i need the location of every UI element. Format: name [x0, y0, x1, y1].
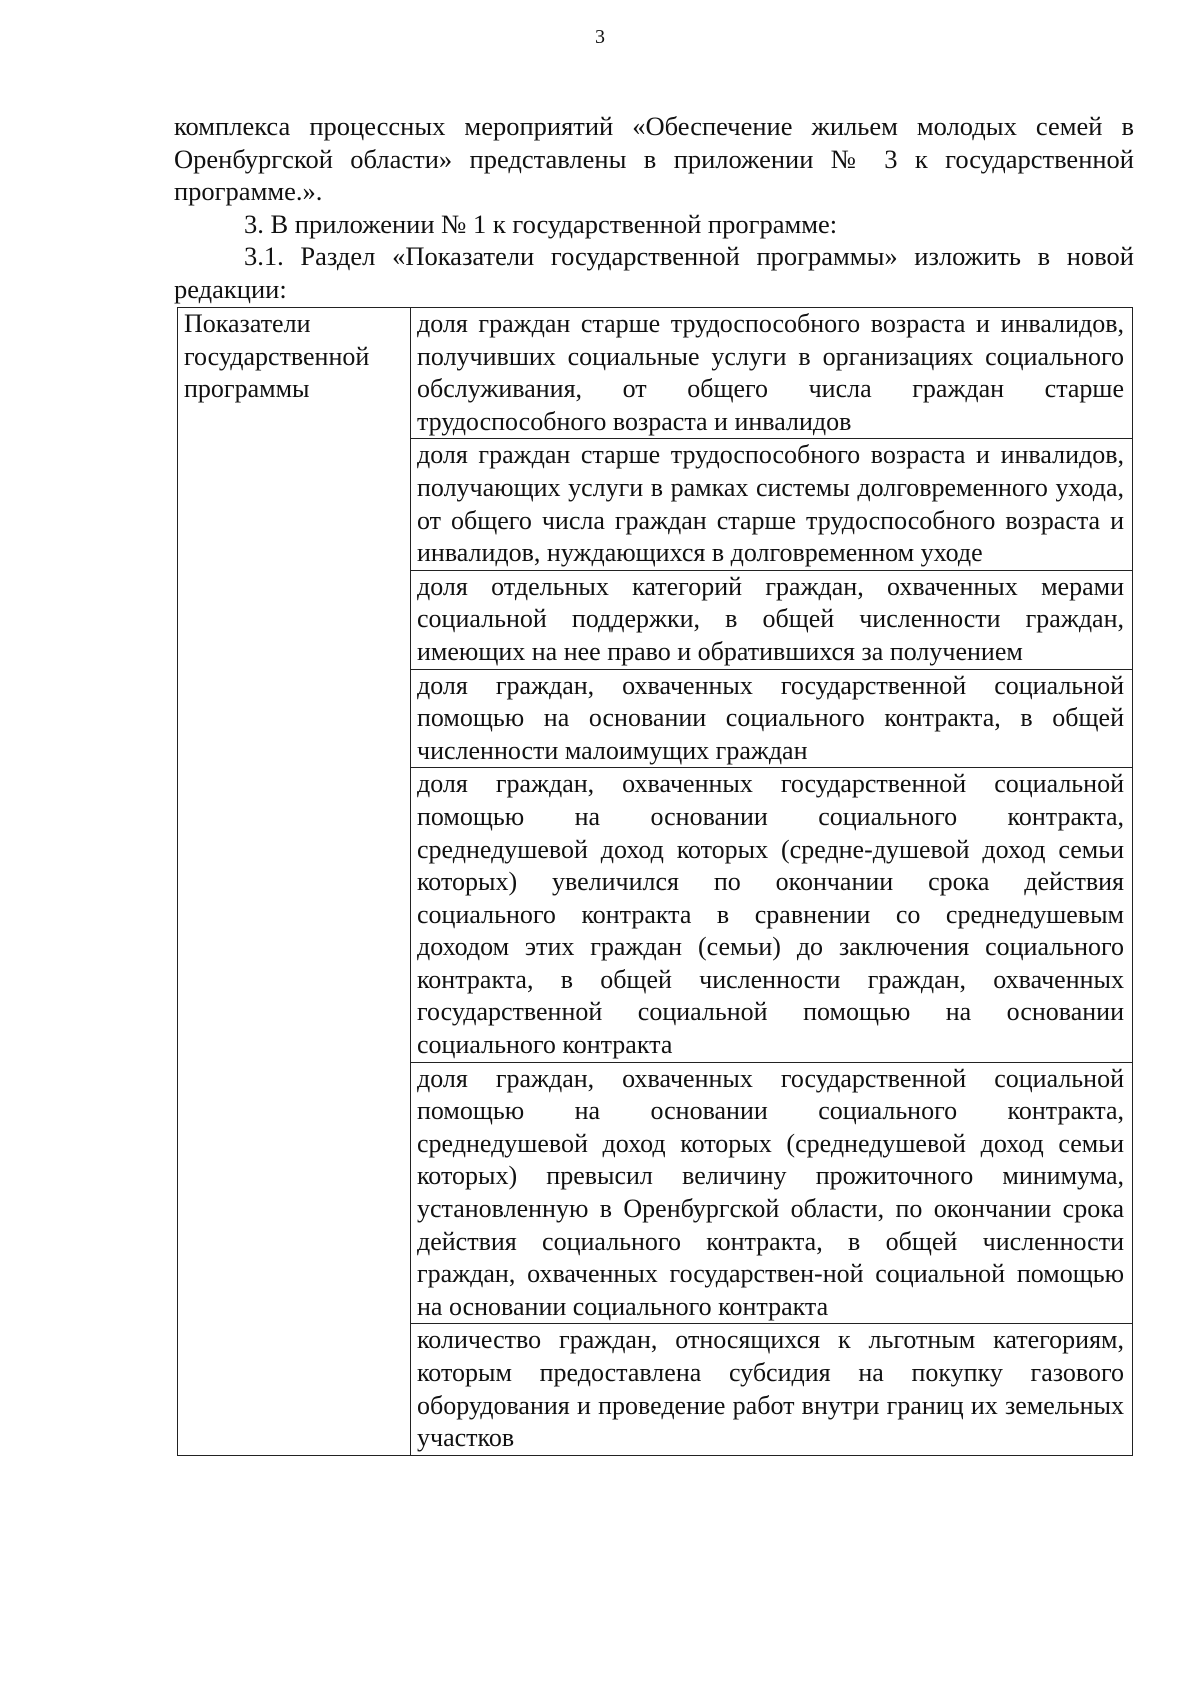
intro-paragraph-item-3: 3. В приложении № 1 к государственной программе: [244, 208, 838, 239]
indicator-cell-6: доля граждан, охваченных государственной социальной помощью на основании социального контракта, среднедушевой доход которых (среднедушевой доход семьи которых) превысил величину прожиточного минимума, установленную в Оренбургской области, по окончании срока действия социального контракта, в общей численности граждан, охваченных государствен-ной социальной помощью на основании социального контракта [411, 1062, 1133, 1324]
indicator-cell-4: доля граждан, охваченных государственной социальной помощью на основании социального контракта, в общей численности малоимущих граждан [411, 669, 1133, 768]
intro-paragraph-continuation: комплекса процессных мероприятий «Обеспечение жильем молодых семей в Оренбургской области» представлены в приложении № 3 к государственной программе.». [174, 111, 1134, 206]
indicators-label-cell: Показатели государственной программы [178, 308, 411, 1456]
indicators-table [177, 307, 1133, 1456]
indicator-cell-2: доля граждан старше трудоспособного возраста и инвалидов, получающих услуги в рамках системы долговременного ухода, от общего числа граждан старше трудоспособного возраста и инвалидов, нуждающихся в долговременном уходе [411, 439, 1133, 570]
intro-paragraph-item-3-1: 3.1. Раздел «Показатели государственной программы» изложить в новой редакции: [174, 241, 1134, 304]
indicator-cell-5: доля граждан, охваченных государственной социальной помощью на основании социального контракта, среднедушевой доход которых (средне-душевой доход семьи которых) увеличился по окончании срока действия социального контракта в сравнении со среднедушевым доходом этих граждан (семьи) до заключения социального контракта, в общей численности граждан, охваченных государственной социальной помощью на основании социального контракта [411, 768, 1133, 1062]
indicator-cell-1: доля граждан старше трудоспособного возраста и инвалидов, получивших социальные услуги в организациях социального обслуживания, от общего числа граждан старше трудоспособного возраста и инвалидов [411, 308, 1133, 439]
table-row [178, 308, 1133, 439]
indicator-cell-3: доля отдельных категорий граждан, охваченных мерами социальной поддержки, в общей численности граждан, имеющих на нее право и обратившихся за получением [411, 570, 1133, 669]
indicator-cell-7: количество граждан, относящихся к льготным категориям, которым предоставлена субсидия на покупку газового оборудования и проведение работ внутри границ их земельных участков [411, 1324, 1133, 1455]
intro-text [174, 110, 1134, 305]
page-number: 3 [595, 26, 605, 48]
